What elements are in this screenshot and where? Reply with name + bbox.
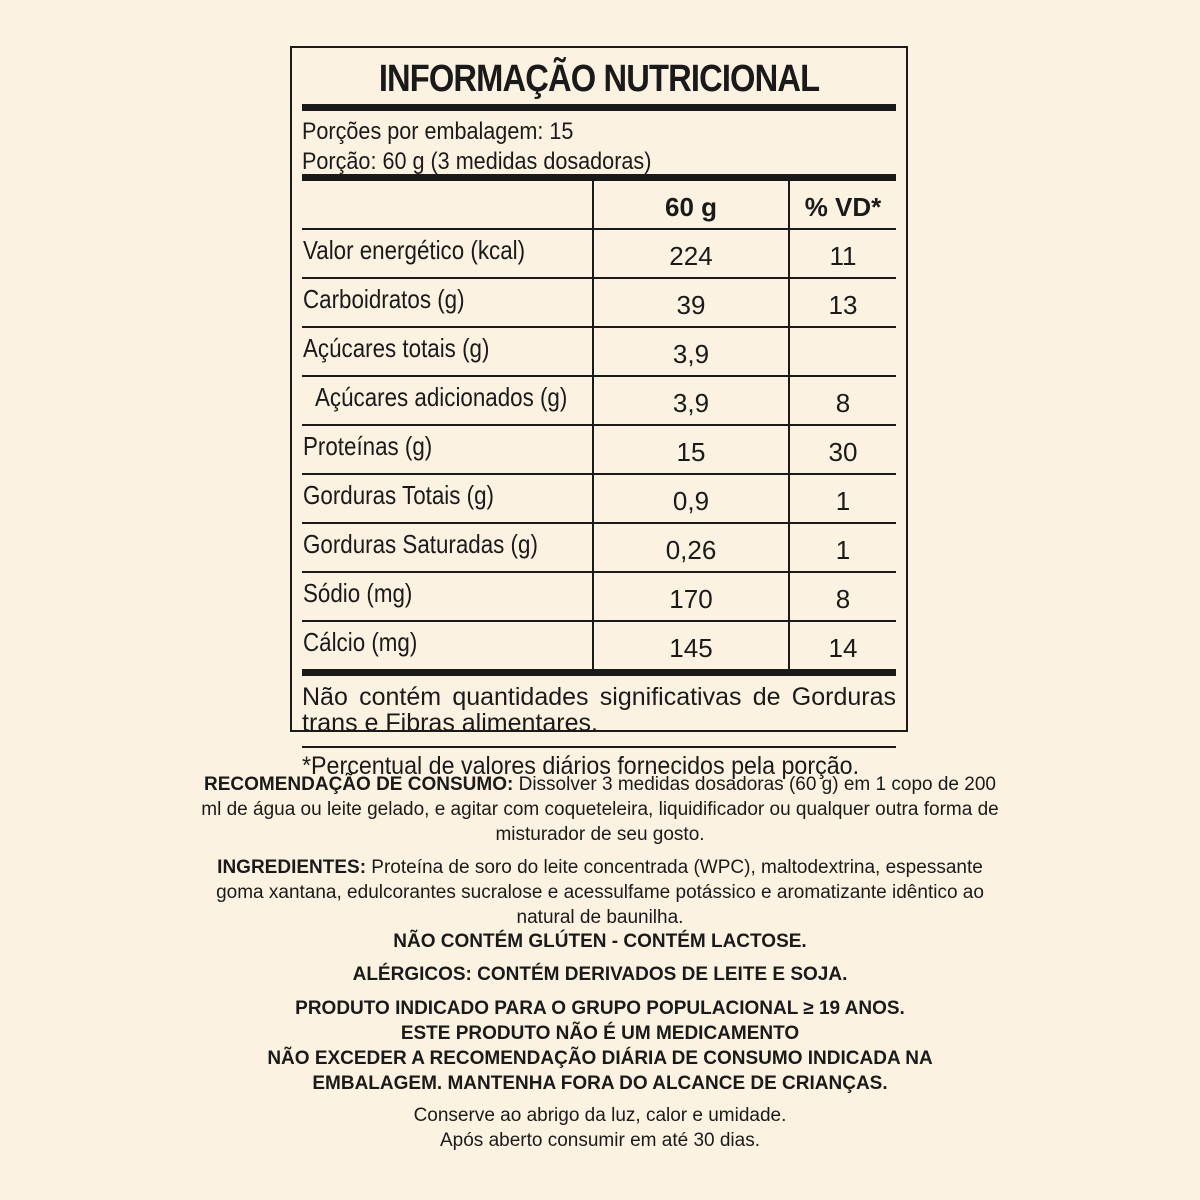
ingredients [200,855,1000,930]
nutrient-label [302,229,593,278]
column-header-vd: % VD* [789,181,896,229]
consumption-recommendation [200,772,1000,847]
table-row [302,474,896,523]
storage-after-opening: Após aberto consumir em até 30 dias. [439,1130,760,1151]
nutrient-vd [789,327,896,376]
nutrient-vd: 1 [789,474,896,523]
nutrient-label [302,523,593,572]
table-row [302,425,896,474]
serving-info [302,111,896,174]
nutrient-vd: 13 [789,278,896,327]
ingredients-text: Proteína de soro do leite concentrada (WPC), maltodextrina, espessante goma xantana, edulcorantes sucralose e acessulfame potássico e aromatizante idêntico ao natural de baunilha. [216,857,984,928]
nutrient-label-text: Gorduras Saturadas (g) [303,529,538,559]
nutrient-label [302,278,593,327]
table-row [302,278,896,327]
nutrient-label-text: Açúcares totais (g) [303,333,490,363]
ingredients-label: INGREDIENTES: [217,857,367,878]
column-header-amount: 60 g [593,181,789,229]
table-row [302,523,896,572]
nutrient-label [302,376,593,425]
nutrient-amount: 170 [593,572,789,621]
nutrient-label-text: Cálcio (mg) [303,627,418,657]
table-header-row [302,181,896,229]
nutrient-label [302,474,593,523]
nutrient-label-text: Valor energético (kcal) [303,235,526,265]
nutrient-table [302,181,896,669]
servings-per-package: Porções por embalagem: 15 [302,118,574,145]
nutrient-label-text: Sódio (mg) [303,578,413,608]
nutrient-vd: 1 [789,523,896,572]
table-row [302,327,896,376]
nutrient-label-text: Proteínas (g) [303,431,433,461]
vd-footnote-text: *Percentual de valores diários fornecidos pela porção. [302,752,860,780]
divider [302,669,896,676]
warning-medicine: ESTE PRODUTO NÃO É UM MEDICAMENTO [400,1023,800,1044]
table-row [302,621,896,669]
nutrient-vd: 14 [789,621,896,669]
warning-age: PRODUTO INDICADO PARA O GRUPO POPULACIONAL ≥ 19 ANOS. [295,998,905,1019]
table-row [302,572,896,621]
consumption-text: Dissolver 3 medidas dosadoras (60 g) em 1 copo de 200 ml de água ou leite gelado, e agitar com coqueteleira, liquidificador ou qualquer outra forma de misturador de seu gosto. [201,774,999,845]
nutrient-label [302,572,593,621]
consumption-label: RECOMENDAÇÃO DE CONSUMO: [204,774,514,795]
nutrient-amount: 39 [593,278,789,327]
nutrient-amount: 224 [593,229,789,278]
nutrient-vd: 30 [789,425,896,474]
header-label-cell [302,181,593,229]
nutrition-title: INFORMAÇÃO NUTRICIONAL [378,58,820,100]
nutrient-label-text: Açúcares adicionados (g) [315,382,568,412]
storage-conditions: Conserve ao abrigo da luz, calor e umidade. [413,1105,787,1126]
insignificant-note: Não contém quantidades significativas de Gorduras trans e Fibras alimentares. [302,683,896,737]
nutrient-amount: 3,9 [593,376,789,425]
gluten-notice: NÃO CONTÉM GLÚTEN - CONTÉM LACTOSE. [393,931,807,952]
nutrient-label [302,327,593,376]
divider [302,104,896,111]
warning-dosage: NÃO EXCEDER A RECOMENDAÇÃO DIÁRIA DE CONSUMO INDICADA NA EMBALAGEM. MANTENHA FORA DO ALCANCE DE CRIANÇAS. [267,1048,933,1094]
nutrient-amount: 0,26 [593,523,789,572]
nutrient-amount: 15 [593,425,789,474]
nutrient-amount: 0,9 [593,474,789,523]
nutrient-vd: 8 [789,376,896,425]
nutrient-label-text: Gorduras Totais (g) [303,480,494,510]
table-row [302,229,896,278]
warnings [240,996,960,1096]
storage-info [200,1103,1000,1153]
allergen-notice: ALÉRGICOS: CONTÉM DERIVADOS DE LEITE E SOJA. [352,964,848,985]
nutrient-label-text: Carboidratos (g) [303,284,465,314]
nutrient-vd: 8 [789,572,896,621]
table-row [302,376,896,425]
nutrient-label [302,425,593,474]
nutrition-facts-table [290,46,908,780]
nutrient-amount: 145 [593,621,789,669]
serving-size: Porção: 60 g (3 medidas dosadoras) [302,148,652,175]
nutrient-amount: 3,9 [593,327,789,376]
nutrient-label [302,621,593,669]
nutrient-vd: 11 [789,229,896,278]
